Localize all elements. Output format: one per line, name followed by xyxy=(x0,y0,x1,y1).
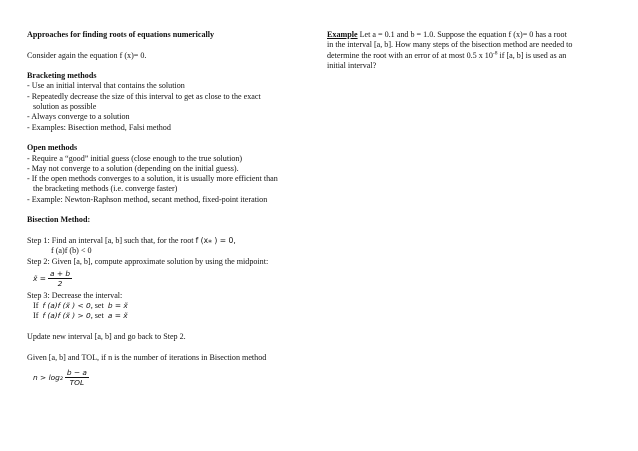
iterations-lhs: n > log₂ xyxy=(33,372,63,382)
open-item: - If the open methods converges to a solution, it is usually more efficient than xyxy=(27,174,278,184)
open-item: - Example: Newton-Raphson method, secant method, fixed-point iteration xyxy=(27,194,268,204)
midpoint-numerator: a + b xyxy=(49,269,71,279)
example-exponent: -8 xyxy=(492,49,498,56)
if-rule-2 xyxy=(27,311,327,321)
example-line-4: initial interval? xyxy=(327,60,377,70)
if2-assignment: a = x̃ xyxy=(107,311,128,321)
example-text: if [a, b] is used as an xyxy=(497,50,567,60)
update-text: Update new interval [a, b] and go back to Step 2. xyxy=(27,332,186,342)
given-text: Given [a, b] and TOL, if n is the number of iterations in Bisection method xyxy=(27,352,267,362)
bracketing-item: - Always converge to a solution xyxy=(27,112,130,122)
step1-label: Step 1: Find an interval [a, b] such that, for the root xyxy=(27,235,194,245)
if1-condition: f (a)f (x̃ ) < 0 xyxy=(42,301,91,311)
iterations-formula xyxy=(27,363,327,393)
iterations-numerator: b − a xyxy=(66,368,87,378)
midpoint-fraction xyxy=(48,269,72,288)
open-methods-heading: Open methods xyxy=(27,143,78,153)
bracketing-item: - Use an initial interval that contains the solution xyxy=(27,81,185,91)
bracketing-item: solution as possible xyxy=(33,102,97,112)
if-label: If xyxy=(33,301,39,311)
if-rule-1 xyxy=(27,301,327,311)
example-line-1 xyxy=(327,30,617,40)
page-title: Approaches for finding roots of equations numerically xyxy=(27,30,215,39)
set-label: , set xyxy=(90,311,104,321)
step1-condition: f (a)f (b) < 0 xyxy=(51,246,92,256)
example-label: Example xyxy=(327,30,358,39)
example-line-2: in the interval [a, b]. How many steps of the bisection method are needed to xyxy=(327,40,573,50)
iterations-fraction xyxy=(65,368,89,387)
bisection-heading: Bisection Method: xyxy=(27,215,91,225)
step1-math: f (x⁎ ) = 0, xyxy=(195,235,236,245)
step3-text: Step 3: Decrease the interval: xyxy=(27,290,123,300)
bracketing-item: - Repeatedly decrease the size of this interval to get as close to the exact xyxy=(27,91,261,101)
step2-text: Step 2: Given [a, b], compute approximate solution by using the midpoint: xyxy=(27,256,269,266)
if1-assignment: b = x̃ xyxy=(107,301,128,311)
if2-condition: f (a)f (x̃ ) > 0 xyxy=(42,311,91,321)
midpoint-denominator: 2 xyxy=(57,279,63,289)
if-label: If xyxy=(33,311,39,321)
bracketing-item: - Examples: Bisection method, Falsi method xyxy=(27,122,171,132)
open-item: the bracketing methods (i.e. converge faster) xyxy=(33,184,178,194)
open-item: - Require a “good” initial guess (close enough to the true solution) xyxy=(27,153,243,163)
left-column xyxy=(27,30,327,393)
midpoint-formula xyxy=(27,267,327,291)
bracketing-heading: Bracketing methods xyxy=(27,71,97,81)
midpoint-lhs: x̃ = xyxy=(33,273,46,283)
example-text: determine the root with an error of at most 0.5 x 10 xyxy=(327,50,493,60)
right-column xyxy=(327,30,617,71)
example-text: Let a = 0.1 and b = 1.0. Suppose the equation f (x)= 0 has a root xyxy=(357,30,567,39)
step1-text xyxy=(27,236,327,246)
set-label: , set xyxy=(90,301,104,311)
intro-text: Consider again the equation f (x)= 0. xyxy=(27,50,147,60)
open-item: - May not converge to a solution (depending on the initial guess). xyxy=(27,163,239,173)
iterations-denominator: TOL xyxy=(69,378,85,388)
example-line-3 xyxy=(327,51,617,61)
